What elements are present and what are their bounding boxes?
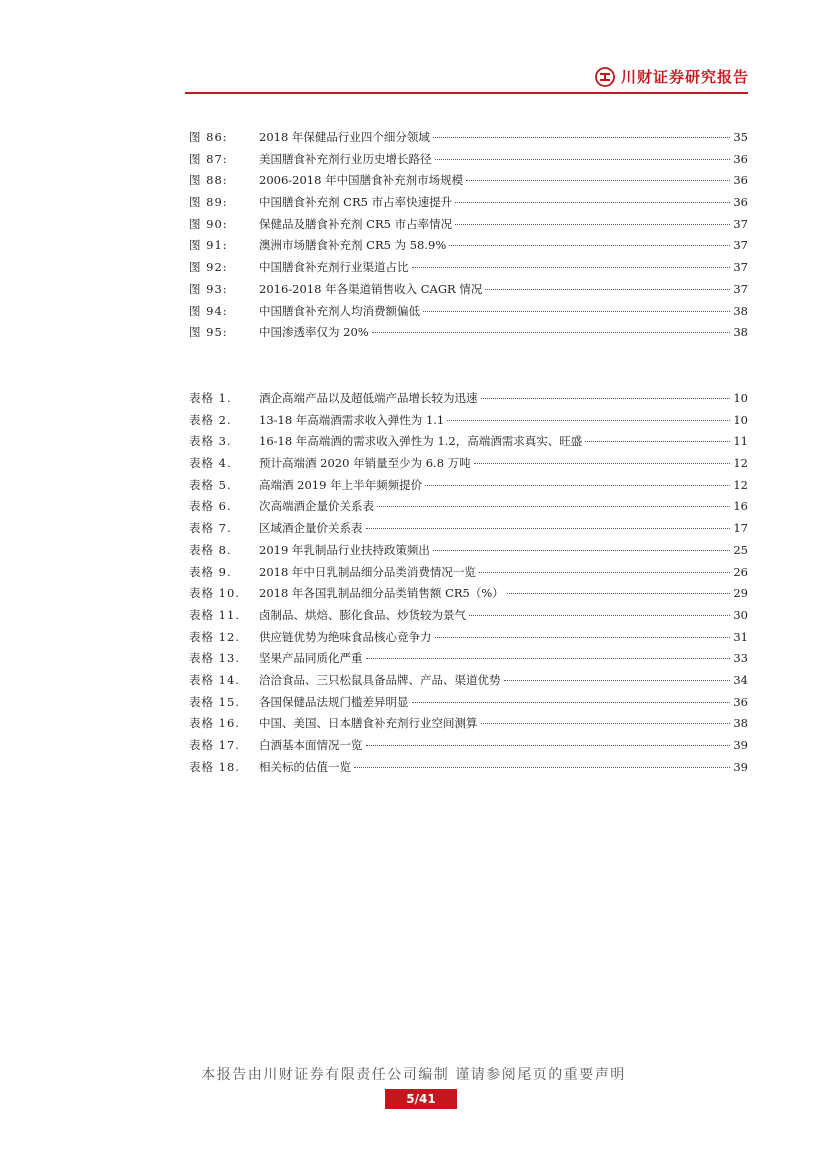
entry-title: 16-18 年高端酒的需求收入弹性为 1.2，高端酒需求真实、旺盛	[259, 434, 583, 449]
entry-page-number: 17	[733, 521, 748, 536]
entry-label: 图 86:	[189, 130, 228, 144]
entry-page-number: 37	[733, 260, 748, 275]
entry-page-number: 39	[733, 759, 748, 774]
toc-table-entry[interactable]	[189, 605, 748, 627]
entry-title: 2018 年中日乳制品细分品类消费情况一览	[259, 564, 476, 579]
entry-label: 表格 5.	[189, 477, 232, 492]
toc-table-entry[interactable]	[189, 496, 748, 518]
dot-leader	[449, 245, 730, 246]
entry-title: 2019 年乳制品行业扶持政策频出	[259, 542, 430, 557]
toc-figure-entry[interactable]	[189, 279, 748, 301]
entry-page-number: 38	[733, 303, 748, 318]
entry-page-number: 35	[733, 130, 748, 144]
dot-leader	[469, 615, 730, 616]
entry-page-number: 39	[733, 738, 748, 752]
entry-label: 表格 3.	[189, 434, 232, 449]
entry-label: 表格 16.	[189, 716, 240, 731]
entry-label: 表格 11.	[189, 607, 240, 622]
brand-title: 川财证券研究报告	[620, 68, 749, 86]
toc-table-entry[interactable]	[189, 518, 748, 540]
dot-leader	[585, 441, 730, 442]
toc-table-entry[interactable]	[189, 562, 748, 584]
toc-table-entry[interactable]	[189, 713, 748, 735]
entry-label: 表格 18.	[189, 759, 240, 774]
entry-page-number: 38	[733, 716, 748, 731]
entry-title: 高端酒 2019 年上半年频频提价	[259, 477, 423, 492]
dot-leader	[435, 159, 731, 160]
footer-disclaimer: 本报告由川财证券有限责任公司编制 谨请参阅尾页的重要声明	[201, 1067, 626, 1083]
entry-title: 澳洲市场膳食补充剂 CR5 为 58.9%	[259, 238, 447, 253]
toc-table-entry[interactable]	[189, 692, 748, 714]
entry-page-number: 11	[733, 434, 748, 449]
entry-page-number: 37	[733, 216, 748, 231]
entry-page-number: 36	[733, 173, 748, 188]
entry-title: 卤制品、烘焙、膨化食品、炒货较为景气	[259, 607, 466, 622]
toc-figure-entry[interactable]	[189, 192, 748, 214]
entry-title: 中国膳食补充剂人均消费额偏低	[259, 303, 420, 318]
entry-title: 美国膳食补充剂行业历史增长路径	[259, 151, 432, 166]
entry-label: 表格 1.	[189, 391, 232, 405]
dot-leader	[485, 289, 730, 290]
entry-title: 2006-2018 年中国膳食补充剂市场规模	[259, 173, 464, 188]
entry-label: 图 92:	[189, 260, 228, 275]
entry-label: 表格 17.	[189, 738, 240, 752]
toc-table-entry[interactable]	[189, 627, 748, 649]
toc-table-entry[interactable]	[189, 475, 748, 497]
chuancai-logo-icon	[595, 67, 615, 87]
entry-page-number: 30	[733, 607, 748, 622]
report-header	[595, 66, 749, 87]
entry-title: 中国渗透率仅为 20%	[259, 325, 369, 340]
entry-page-number: 34	[733, 672, 748, 687]
entry-label: 表格 9.	[189, 564, 232, 579]
entry-label: 图 93:	[189, 281, 228, 296]
toc-figure-entry[interactable]	[189, 214, 748, 236]
entry-label: 图 95:	[189, 325, 228, 340]
entry-title: 相关标的估值一览	[259, 759, 351, 774]
toc-figure-entry[interactable]	[189, 170, 748, 192]
dot-leader	[412, 267, 731, 268]
entry-title: 保健品及膳食补充剂 CR5 市占率情况	[259, 216, 453, 231]
toc-table-entry[interactable]	[189, 583, 748, 605]
entry-label: 表格 10.	[189, 586, 240, 601]
entry-label: 表格 15.	[189, 694, 240, 709]
header-divider	[185, 92, 748, 94]
entry-title: 区域酒企量价关系表	[259, 521, 363, 536]
entry-page-number: 38	[733, 325, 748, 340]
dot-leader	[455, 224, 730, 225]
dot-leader	[366, 528, 731, 529]
entry-title: 预计高端酒 2020 年销量至少为 6.8 万吨	[259, 456, 471, 471]
dot-leader	[455, 202, 730, 203]
dot-leader	[447, 420, 730, 421]
entry-page-number: 36	[733, 694, 748, 709]
entry-title: 酒企高端产品以及超低端产品增长较为迅速	[259, 391, 478, 405]
entry-label: 表格 6.	[189, 499, 232, 514]
dot-leader	[433, 550, 730, 551]
entry-label: 表格 7.	[189, 521, 232, 536]
dot-leader	[507, 593, 731, 594]
toc-table-entry[interactable]	[189, 540, 748, 562]
dot-leader	[474, 463, 731, 464]
dot-leader	[466, 180, 730, 181]
dot-leader	[412, 702, 731, 703]
entry-title: 坚果产品同质化严重	[259, 651, 363, 666]
dot-leader	[423, 311, 730, 312]
entry-page-number: 12	[733, 456, 748, 471]
entry-title: 各国保健品法规门槛差异明显	[259, 694, 409, 709]
entry-page-number: 10	[733, 412, 748, 427]
toc-figure-entry[interactable]	[189, 149, 748, 171]
entry-page-number: 37	[733, 281, 748, 296]
toc-table-entry[interactable]	[189, 648, 748, 670]
entry-label: 图 88:	[189, 173, 228, 188]
entry-page-number: 36	[733, 195, 748, 210]
toc-table-entry[interactable]	[189, 388, 748, 410]
toc-figure-entry[interactable]	[189, 257, 748, 279]
entry-title: 洽洽食品、三只松鼠具备品牌、产品、渠道优势	[259, 672, 501, 687]
entry-label: 图 89:	[189, 195, 228, 210]
toc-figure-entry[interactable]	[189, 127, 748, 149]
entry-page-number: 33	[733, 651, 748, 666]
entry-title: 中国膳食补充剂行业渠道占比	[259, 260, 409, 275]
dot-leader	[435, 637, 731, 638]
entry-page-number: 26	[733, 564, 748, 579]
toc-figure-entry[interactable]	[189, 322, 748, 344]
toc-table-entry[interactable]	[189, 410, 748, 432]
dot-leader	[372, 332, 731, 333]
entry-title: 2018 年各国乳制品细分品类销售额 CR5（%）	[259, 586, 504, 601]
dot-leader	[366, 745, 731, 746]
toc-table-entry[interactable]	[189, 453, 748, 475]
entry-label: 图 91:	[189, 238, 228, 253]
entry-label: 表格 13.	[189, 651, 240, 666]
entry-page-number: 10	[733, 391, 748, 405]
entry-label: 图 87:	[189, 151, 228, 166]
entry-title: 中国、美国、日本膳食补充剂行业空间测算	[259, 716, 478, 731]
dot-leader	[425, 485, 730, 486]
toc-table-entry[interactable]	[189, 431, 748, 453]
dot-leader	[433, 137, 730, 138]
dot-leader	[481, 398, 731, 399]
entry-label: 表格 4.	[189, 456, 232, 471]
entry-label: 表格 12.	[189, 629, 240, 644]
entry-page-number: 25	[733, 542, 748, 557]
entry-title: 供应链优势为绝味食品核心竞争力	[259, 629, 432, 644]
entry-page-number: 29	[733, 586, 748, 601]
dot-leader	[354, 767, 730, 768]
table-list	[189, 388, 748, 778]
toc-figure-entry[interactable]	[189, 301, 748, 323]
entry-title: 次高端酒企量价关系表	[259, 499, 374, 514]
entry-label: 图 90:	[189, 216, 228, 231]
entry-page-number: 36	[733, 151, 748, 166]
entry-label: 图 94:	[189, 303, 228, 318]
dot-leader	[481, 723, 731, 724]
entry-title: 13-18 年高端酒需求收入弹性为 1.1	[259, 412, 445, 427]
dot-leader	[377, 506, 730, 507]
figure-list	[189, 127, 748, 344]
entry-label: 表格 2.	[189, 412, 232, 427]
entry-title: 2018 年保健品行业四个细分领域	[259, 130, 430, 144]
entry-label: 表格 14.	[189, 672, 240, 687]
toc-table-entry[interactable]	[189, 735, 748, 757]
entry-title: 中国膳食补充剂 CR5 市占率快速提升	[259, 195, 453, 210]
entry-label: 表格 8.	[189, 542, 232, 557]
toc-table-entry[interactable]	[189, 670, 748, 692]
dot-leader	[366, 658, 731, 659]
toc-figure-entry[interactable]	[189, 235, 748, 257]
toc-table-entry[interactable]	[189, 757, 748, 779]
dot-leader	[504, 680, 731, 681]
dot-leader	[479, 572, 730, 573]
entry-page-number: 12	[733, 477, 748, 492]
entry-page-number: 16	[733, 499, 748, 514]
entry-title: 白酒基本面情况一览	[259, 738, 363, 752]
entry-page-number: 37	[733, 238, 748, 253]
entry-title: 2016-2018 年各渠道销售收入 CAGR 情况	[259, 281, 483, 296]
page-number-badge: 5/41	[385, 1089, 457, 1109]
entry-page-number: 31	[733, 629, 748, 644]
